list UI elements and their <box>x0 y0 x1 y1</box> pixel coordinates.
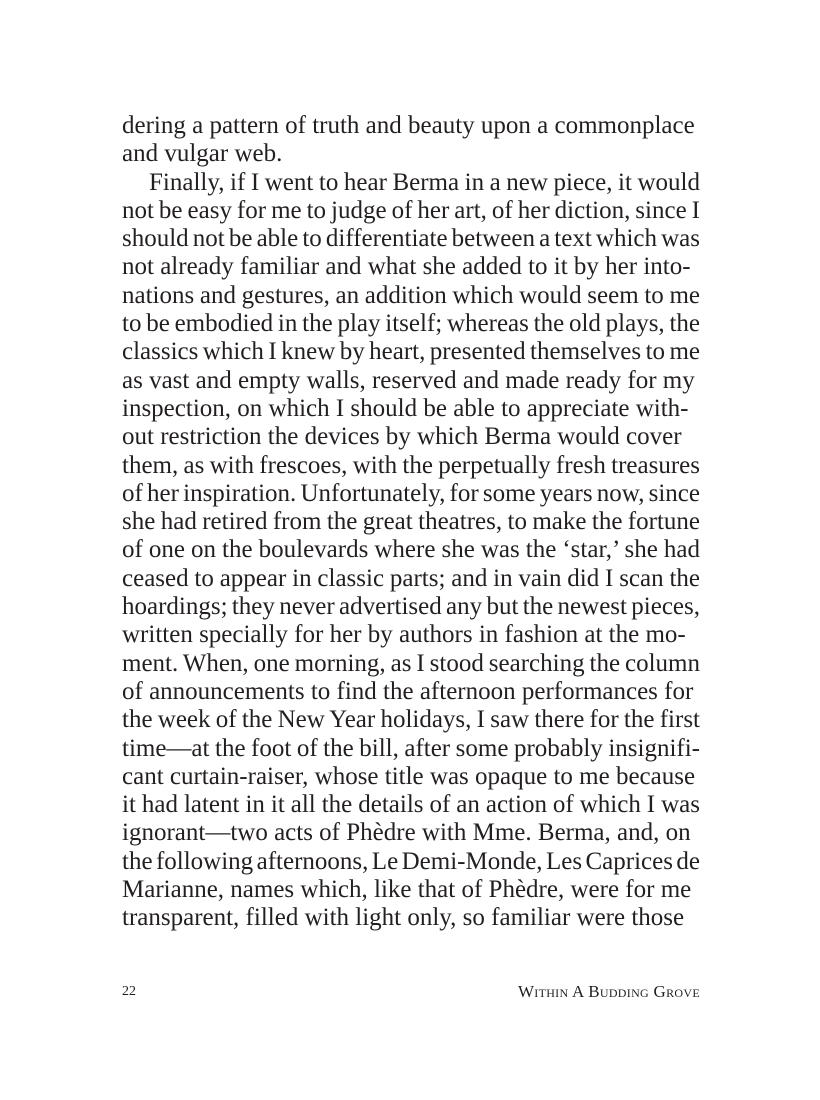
text-line: ceased to appear in classic parts; and in vain did I scan the <box>122 564 700 592</box>
text-line: and vulgar web. <box>122 140 283 168</box>
text-line: not already familiar and what she added to it by her into- <box>122 253 691 281</box>
body-text <box>122 112 700 933</box>
text-line: the following afternoons, Le Demi-Monde, Les Caprices de <box>122 847 700 875</box>
text-line: cant curtain-raiser, whose title was opaque to me because <box>122 762 696 790</box>
text-line: Marianne, names which, like that of Phèdre, were for me <box>122 876 692 904</box>
text-line: dering a pattern of truth and beauty upon a commonplace <box>122 112 695 139</box>
text-line: it had latent in it all the details of an action of which I was <box>122 791 700 819</box>
text-line: not be easy for me to judge of her art, of her diction, since I <box>122 196 700 224</box>
text-line: transparent, filled with light only, so familiar were those <box>122 904 685 932</box>
page-number: 22 <box>122 984 136 999</box>
text-line: of one on the boulevards where she was the ‘star,’ she had <box>122 536 700 564</box>
text-line: she had retired from the great theatres, to make the fortune <box>122 508 700 536</box>
text-line: of her inspiration. Unfortunately, for some years now, since <box>122 479 700 507</box>
text-line: out restriction the devices by which Berma would cover <box>122 423 682 451</box>
text-line: hoardings; they never advertised any but the newest pieces, <box>122 593 700 621</box>
text-line: the week of the New Year holidays, I saw there for the first <box>122 706 700 734</box>
text-line: nations and gestures, an addition which would seem to me <box>122 281 700 309</box>
text-line: as vast and empty walls, reserved and made ready for my <box>122 366 695 394</box>
text-line: time—at the foot of the bill, after some probably insignifi- <box>122 734 700 762</box>
text-line: Finally, if I went to hear Berma in a new piece, it would <box>149 168 700 196</box>
text-line: of announcements to find the afternoon performances for <box>122 677 694 705</box>
text-line: ignorant—two acts of Phèdre with Mme. Berma, and, on <box>122 819 691 847</box>
text-line: written specially for her by authors in fashion at the mo- <box>122 621 686 649</box>
text-line: them, as with frescoes, with the perpetually fresh treasures <box>122 451 700 479</box>
text-line: ment. When, one morning, as I stood searching the column <box>122 649 700 677</box>
page-footer <box>122 980 700 1004</box>
text-line: inspection, on which I should be able to appreciate with- <box>122 394 689 422</box>
text-line: classics which I knew by heart, presented themselves to me <box>122 338 700 366</box>
text-line: should not be able to differentiate between a text which was <box>122 225 700 253</box>
running-title: Within A Budding Grove <box>517 982 700 1001</box>
text-line: to be embodied in the play itself; whereas the old plays, the <box>122 310 700 338</box>
